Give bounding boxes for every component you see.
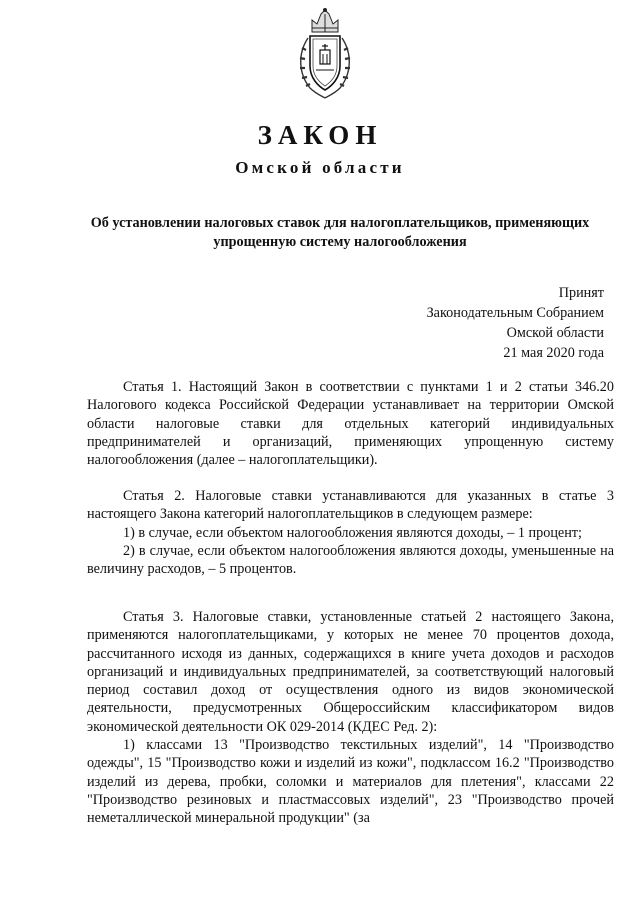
region-name: Омской области	[235, 158, 405, 177]
paragraph: 2) в случае, если объектом налогообложения являются доходы, уменьшенные на величину расходов, – 5 процентов.	[87, 542, 614, 578]
paragraph: Статья 1. Настоящий Закон в соответствии с пунктами 1 и 2 статьи 346.20 Налогового кодекса Российской Федерации устанавливает на территории Омской области налоговые ставки для отдельных категорий индивидуальных предпринимателей и организаций, применяющих упрощенную систему налогообложения (далее – налогоплательщики).	[87, 379, 614, 469]
adoption-date: 21 мая 2020 года	[503, 345, 604, 361]
omsk-coat-of-arms-emblem	[296, 8, 354, 102]
paragraph: Статья 2. Налоговые ставки устанавливаются для указанных в статье 3 настоящего Закона категорий налогоплательщиков в следующем размере:	[87, 488, 614, 523]
adoption-line: Принят	[558, 285, 604, 301]
paragraph: 1) классами 13 "Производство текстильных изделий", 14 "Производство одежды", 15 "Производство кожи и изделий из кожи", подклассом 16.2 "Производство изделий из дерева, пробки, соломки и материалов для плетения", классами 22 "Производство резиновых и пластмассовых изделий", 23 "Производство прочей неметаллической минеральной продукции" (за	[87, 737, 614, 827]
law-subject-heading: Об установлении налоговых ставок для налогоплательщиков, применяющих упрощенную систему налогообложения	[90, 215, 590, 250]
article-3	[87, 608, 614, 828]
adoption-line: Законодательным Собранием	[426, 305, 604, 321]
document-title: ЗАКОН	[257, 120, 383, 150]
article-2	[87, 487, 614, 578]
adoption-block	[427, 283, 604, 363]
adoption-line: Омской области	[506, 325, 604, 341]
crown-icon	[312, 9, 338, 33]
paragraph: 1) в случае, если объектом налогообложения являются доходы, – 1 процент;	[123, 524, 582, 541]
shield-icon	[310, 36, 340, 90]
article-1	[87, 378, 614, 469]
paragraph: Статья 3. Налоговые ставки, установленные статьей 2 настоящего Закона, применяются налогоплательщиками, у которых не менее 70 процентов дохода, рассчитанного исходя из данных, содержащихся в книге учета доходов и расходов организаций и индивидуальных предпринимателей, за соответствующий налоговый период составил доход от осуществления одного из видов экономической деятельности, предусмотренных Общероссийским классификатором видов экономической деятельности ОК 029-2014 (КДЕС Ред. 2):	[87, 609, 614, 735]
